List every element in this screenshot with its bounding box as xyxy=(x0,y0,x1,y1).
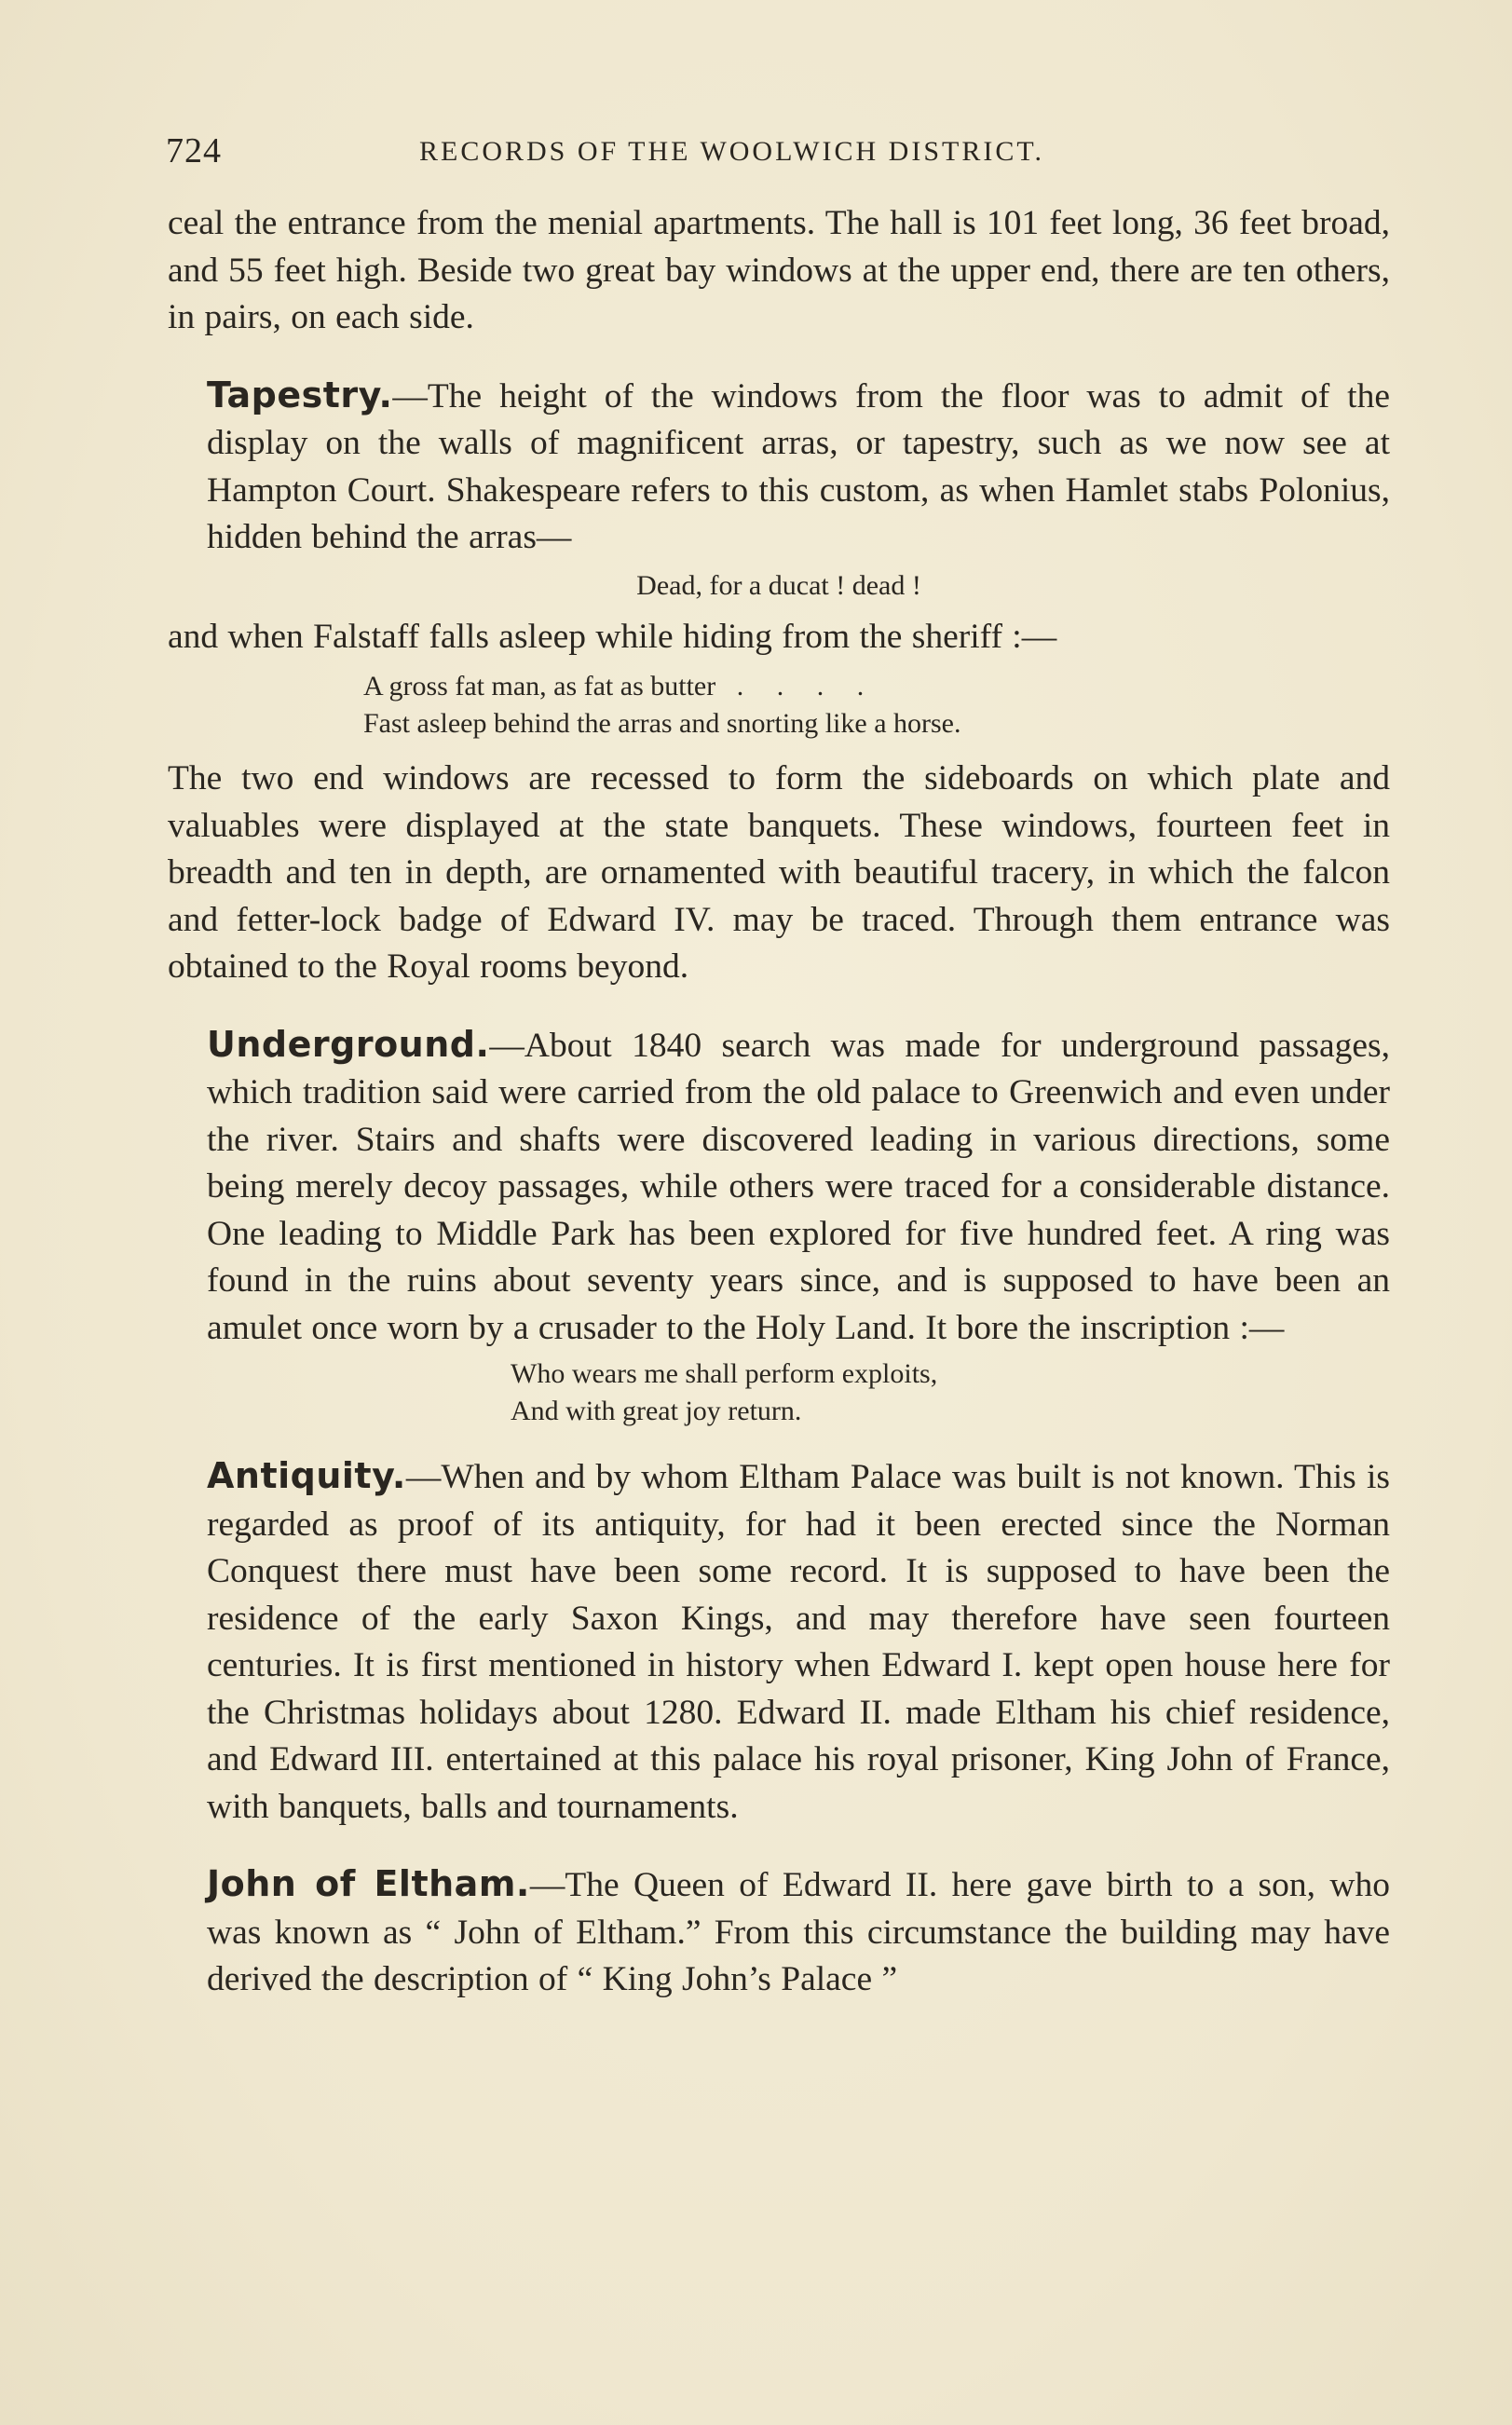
tapestry-text: —The height of the windows from the floor was to admit of the display on the walls of magnificent arras, or tapestry, such as we now see at Hampton Court. Shakespeare refers to this custom, as when Hamlet stabs Polonius, hidden behind the arras— xyxy=(207,376,1390,556)
underground-text: —About 1840 search was made for underground passages, which tradition said were carried from the old palace to Greenwich and even under the river. Stairs and shafts were discovered leading in various directions, some being merely decoy passages, while others were traced for a considerable distance. One leading to Middle Park has been explored for five hundred feet. A ring was found in the ruins about seventy years since, and is supposed to have been an amulet once worn by a crusader to the Holy Land. It bore the inscription :— xyxy=(207,1026,1390,1347)
john-of-eltham-text: —The Queen of Edward II. here gave birth to a son, who was known as “ John of Eltham.” From this circumstance the building may have derived the description of “ King John’s Palace ” xyxy=(207,1866,1390,1998)
page-header xyxy=(166,130,1386,177)
antiquity-paragraph xyxy=(168,1452,1390,1831)
inscription-line-2: And with great joy return. xyxy=(511,1396,802,1426)
inscription-line-1: Who wears me shall perform exploits, xyxy=(511,1358,938,1389)
end-windows-paragraph: The two end windows are recessed to form the sideboards on which plate and valuables were displayed at the state banquets. These windows, fourteen feet in breadth and ten in depth, are ornamented with beautiful tracery, in which the falcon and fetter-lock badge of Edward IV. may be traced. Through them entrance was obtained to the Royal rooms beyond. xyxy=(168,759,1390,986)
tapestry-paragraph xyxy=(168,372,1390,562)
ellipsis: . . . . xyxy=(736,671,878,702)
ring-inscription xyxy=(168,1352,1390,1439)
page-body xyxy=(168,200,1390,2004)
page-number: 724 xyxy=(166,131,222,170)
falstaff-intro: and when Falstaff falls asleep while hiding from the sheriff :— xyxy=(168,617,1057,656)
falstaff-quote xyxy=(168,661,1390,756)
tapestry-heading: Tapestry. xyxy=(207,374,393,416)
john-of-eltham-paragraph xyxy=(168,1860,1390,2004)
john-of-eltham-heading: John of Eltham. xyxy=(207,1863,530,1904)
antiquity-text: —When and by whom Eltham Palace was built is not known. This is regarded as proof of its antiquity, for had it been erected since the Norman Conquest there must have been some record. It is supposed to have been the residence of the early Saxon Kings, and may therefore have seen fourteen centuries. It is first mentioned in history when Edward I. kept open house here for the Christmas holidays about 1280. Edward II. made Eltham his chief residence, and Edward III. entertained at this palace his royal prisoner, King John of France, with banquets, balls and tournaments. xyxy=(207,1458,1390,1826)
underground-heading: Underground. xyxy=(207,1023,490,1065)
underground-paragraph xyxy=(168,1021,1390,1353)
antiquity-heading: Antiquity. xyxy=(207,1455,406,1496)
falstaff-quote-line-2: Fast asleep behind the arras and snorting like a horse. xyxy=(363,708,961,739)
running-head: RECORDS OF THE WOOLWICH DISTRICT. xyxy=(419,136,1044,167)
falstaff-quote-line-1: A gross fat man, as fat as butter . . . . xyxy=(363,671,878,702)
intro-paragraph: ceal the entrance from the menial apartments. The hall is 101 feet long, 36 feet broad, and 55 feet high. Beside two great bay windows at the upper end, there are ten others, in pairs, on each side. xyxy=(168,204,1390,336)
hamlet-quote: Dead, for a ducat ! dead ! xyxy=(636,569,921,601)
